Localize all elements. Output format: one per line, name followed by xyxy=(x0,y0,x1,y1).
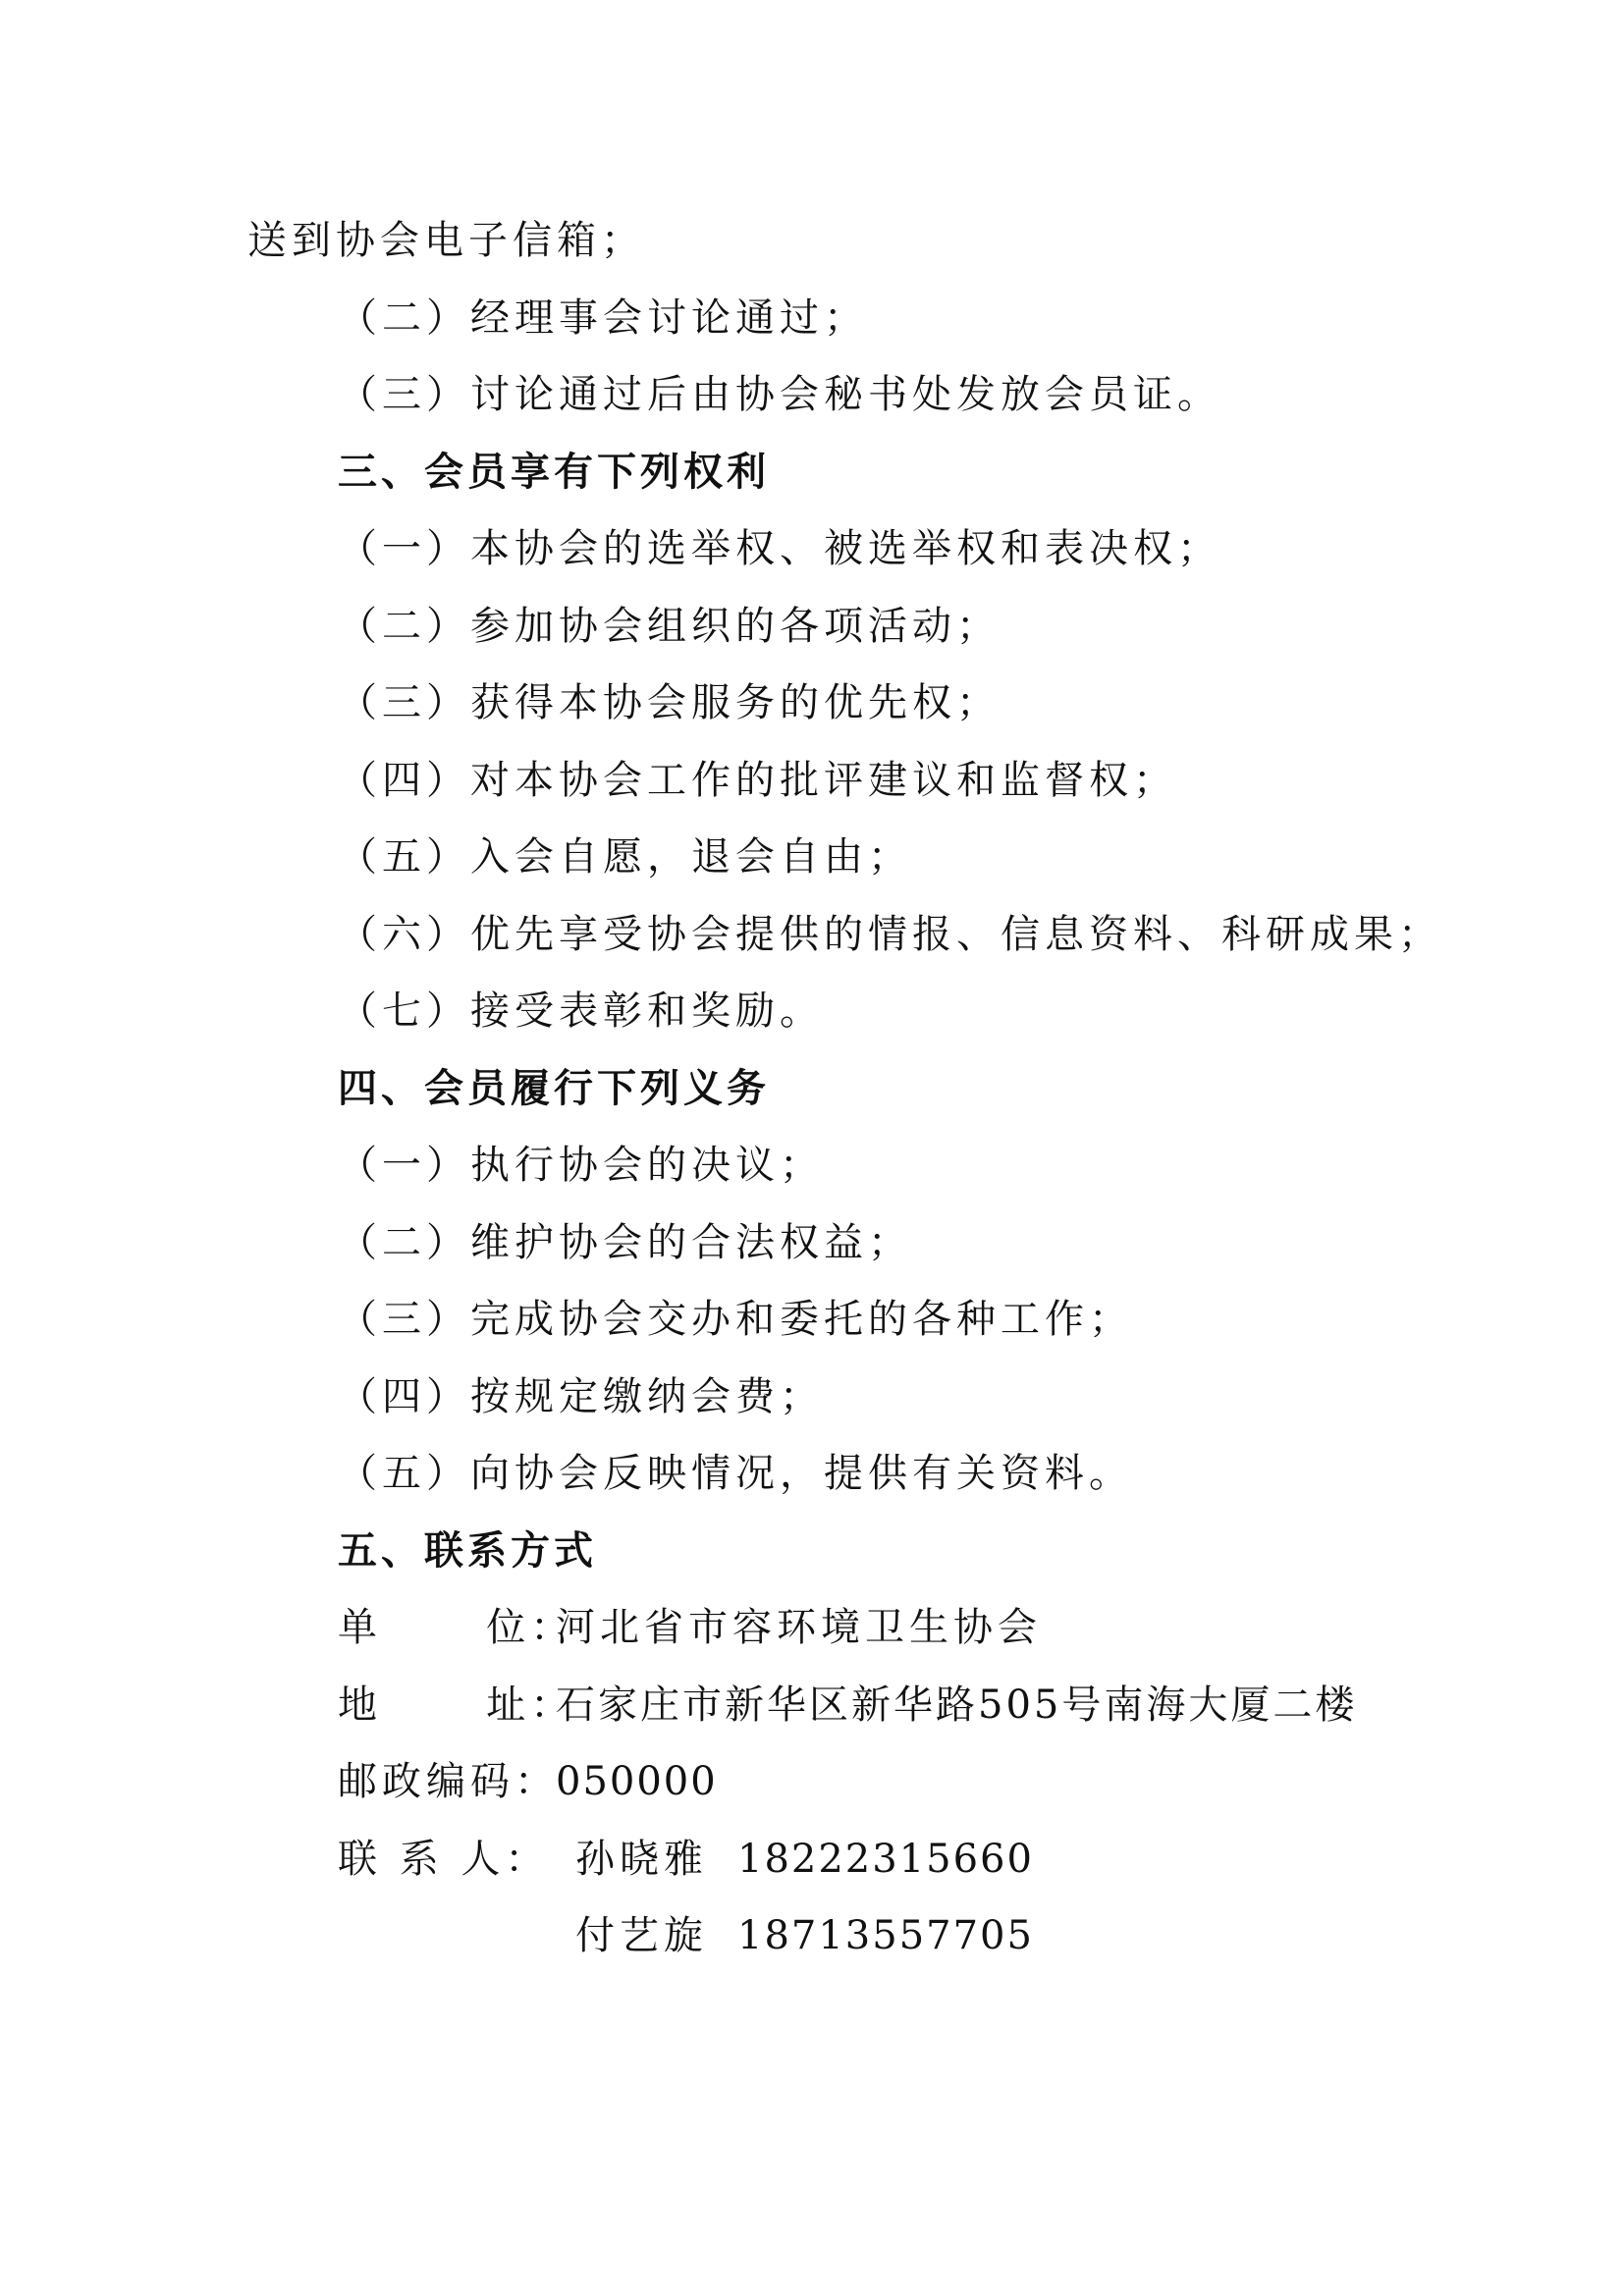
contact-unit-row xyxy=(338,1598,1042,1657)
contact-unit-value: 河北省市容环境卫生协会 xyxy=(556,1605,1042,1650)
contact-unit-label: 单 位： xyxy=(338,1605,575,1650)
contact-address-row xyxy=(338,1676,1357,1735)
contact-person-phone: 18713557705 xyxy=(737,1913,1034,1958)
duties-item: （二）维护协会的合法权益； xyxy=(338,1220,912,1265)
section-heading-contact: 五、联系方式 xyxy=(338,1528,597,1574)
duties-item: （一）执行协会的决议； xyxy=(338,1143,824,1188)
section-heading-duties: 四、会员履行下列义务 xyxy=(338,1066,770,1111)
duties-item: （四）按规定缴纳会费； xyxy=(338,1374,824,1419)
rights-item: （一）本协会的选举权、被选举权和表决权； xyxy=(338,526,1221,571)
contact-person-name: 付艺旋 xyxy=(575,1913,708,1958)
contact-person-phone: 18222315660 xyxy=(737,1837,1034,1882)
duties-item: （五）向协会反映情况，提供有关资料。 xyxy=(338,1451,1133,1496)
rights-item: （四）对本协会工作的批评建议和监督权； xyxy=(338,758,1177,803)
procedure-item: （三）讨论通过后由协会秘书处发放会员证。 xyxy=(338,372,1221,417)
contact-postcode-value: 050000 xyxy=(556,1759,718,1804)
contact-postcode-row xyxy=(338,1752,718,1811)
contact-postcode-label: 邮政编码： xyxy=(338,1759,559,1804)
contact-person-row xyxy=(575,1906,1034,1965)
duties-item: （三）完成协会交办和委托的各种工作； xyxy=(338,1297,1133,1342)
contact-person-name: 孙晓雅 xyxy=(575,1837,708,1882)
continuation-text: 送到协会电子信箱； xyxy=(247,218,645,263)
contact-address-label: 地 址： xyxy=(338,1682,575,1728)
rights-item: （二）参加协会组织的各项活动； xyxy=(338,604,1001,649)
rights-item: （六）优先享受协会提供的情报、信息资料、科研成果； xyxy=(338,912,1442,957)
rights-item: （五）入会自愿，退会自由； xyxy=(338,834,912,880)
contact-address-value: 石家庄市新华区新华路505号南海大厦二楼 xyxy=(556,1682,1358,1728)
rights-item: （三）获得本协会服务的优先权； xyxy=(338,680,1001,725)
contact-person-label: 联 系 人： xyxy=(338,1837,550,1882)
procedure-item: （二）经理事会讨论通过； xyxy=(338,295,868,341)
section-heading-rights: 三、会员享有下列权利 xyxy=(338,450,770,495)
rights-item: （七）接受表彰和奖励。 xyxy=(338,988,824,1034)
contact-person-row xyxy=(338,1830,1034,1889)
